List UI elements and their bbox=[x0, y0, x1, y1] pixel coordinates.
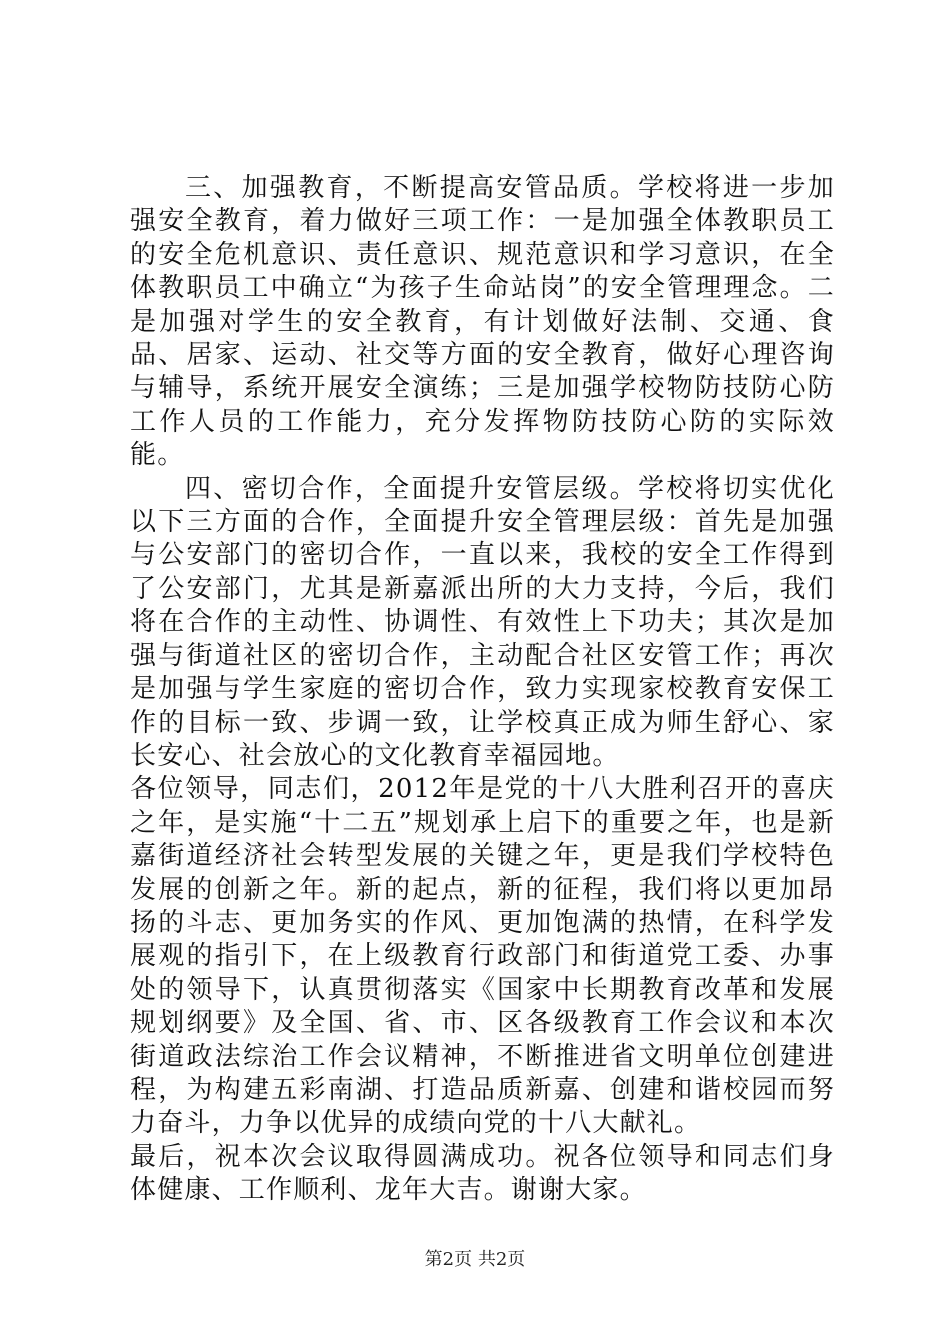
paragraph-cooperation: 四、密切合作，全面提升安管层级。学校将切实优化以下三方面的合作，全面提升安全管理层级：首先是加强与公安部门的密切合作，一直以来，我校的安全工作得到了公安部门，尤其是新嘉派出所的大力支持，今后，我们将在合作的主动性、协调性、有效性上下功夫；其次是加强与街道社区的密切合作，主动配合社区安管工作；再次是加强与学生家庭的密切合作，致力实现家校教育安保工作的目标一致、步调一致，让学校真正成为师生舒心、家长安心、社会放心的文化教育幸福园地。 bbox=[130, 473, 835, 771]
page-number-footer: 第2页 共2页 bbox=[424, 1249, 526, 1270]
paragraph-safety-education: 三、加强教育，不断提高安管品质。学校将进一步加强安全教育，着力做好三项工作：一是加强全体教职员工的安全危机意识、责任意识、规范意识和学习意识，在全体教职员工中确立“为孩子生命站岗”的安全管理理念。二是加强对学生的安全教育，有计划做好法制、交通、食品、居家、运动、社交等方面的安全教育，做好心理咨询与辅导，系统开展安全演练；三是加强学校物防技防心防工作人员的工作能力，充分发挥物防技防心防的实际效能。 bbox=[130, 173, 835, 471]
document-body bbox=[130, 172, 835, 1208]
paragraph-closing: 最后，祝本次会议取得圆满成功。祝各位领导和同志们身体健康、工作顺利、龙年大吉。谢谢大家。 bbox=[130, 1141, 835, 1206]
paragraph-address-leaders: 各位领导，同志们，2012年是党的十八大胜利召开的喜庆之年，是实施“十二五”规划承上启下的重要之年，也是新嘉街道经济社会转型发展的关键之年，更是我们学校特色发展的创新之年。新的起点，新的征程，我们将以更加昂扬的斗志、更加务实的作风、更加饱满的热情，在科学发展观的指引下，在上级教育行政部门和街道党工委、办事处的领导下，认真贯彻落实《国家中长期教育改革和发展规划纲要》及全国、省、市、区各级教育工作会议和本次街道政法综治工作会议精神，不断推进省文明单位创建进程，为构建五彩南湖、打造品质新嘉、创建和谐校园而努力奋斗，力争以优异的成绩向党的十八大献礼。 bbox=[130, 774, 835, 1139]
